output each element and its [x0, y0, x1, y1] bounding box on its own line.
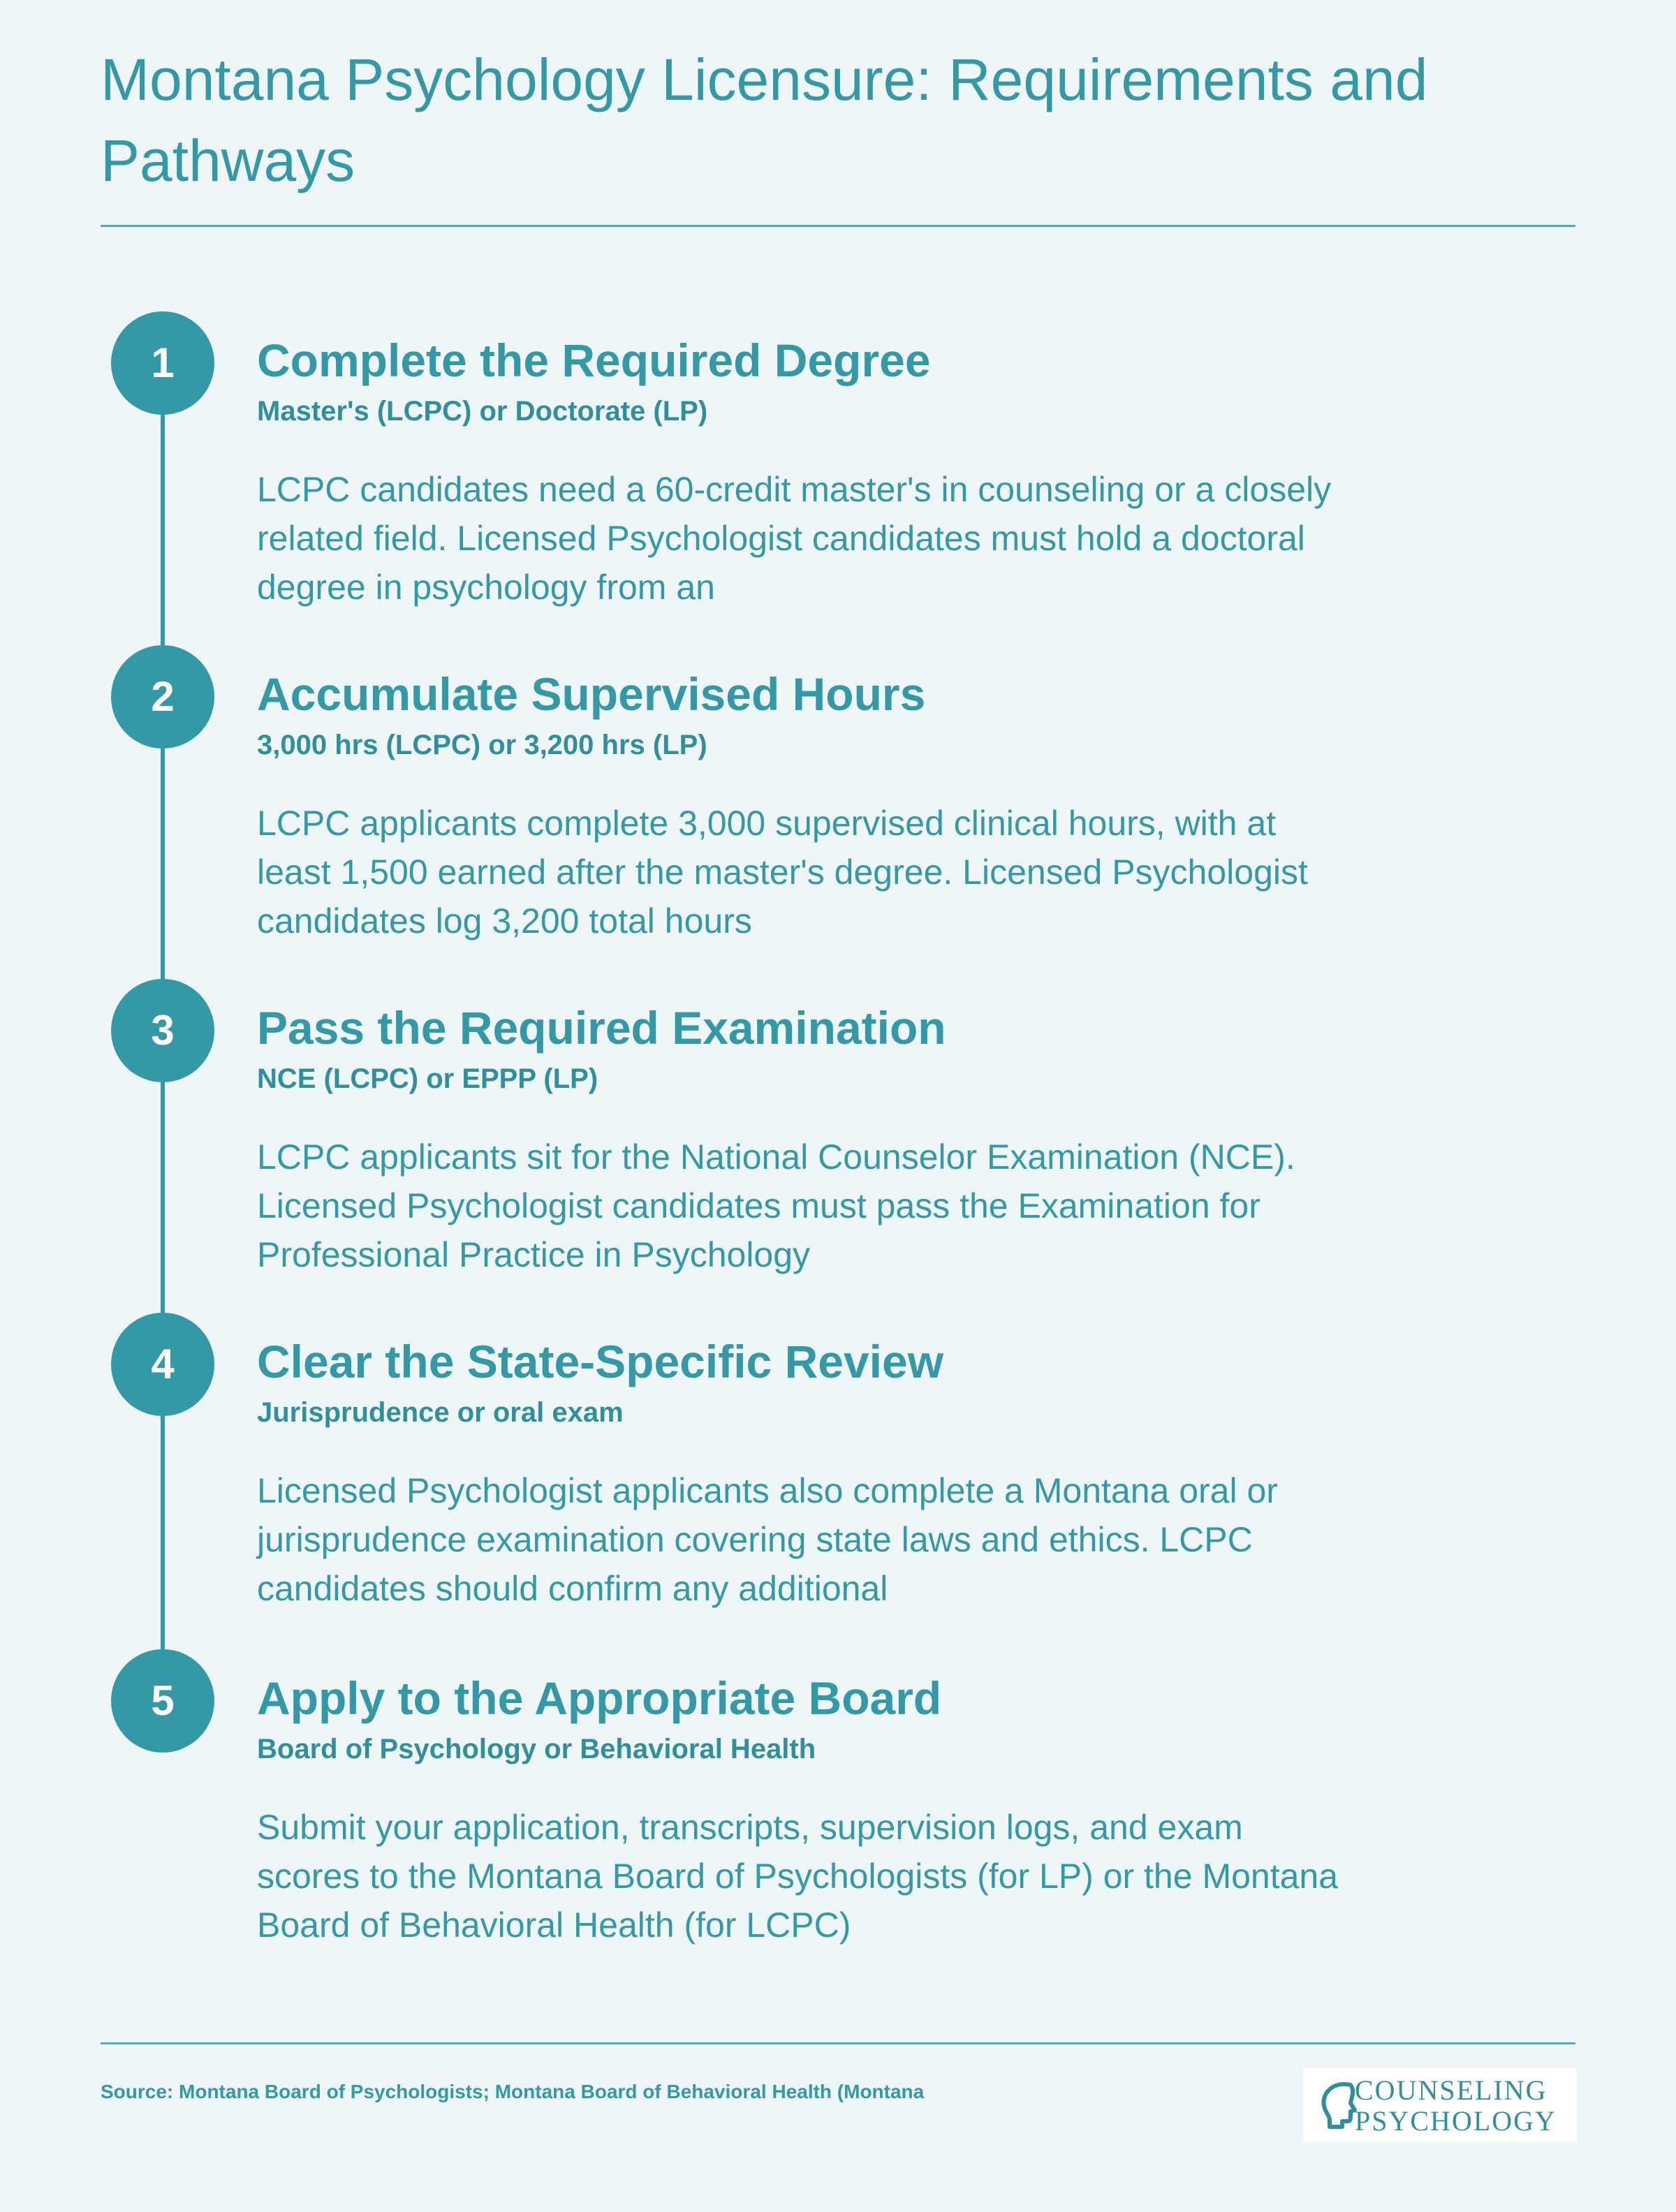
step-description: LCPC candidates need a 60-credit master's in counseling or a closely related field. Licensed Psychologist candidates must hold a doctoral degree in psychology from an: [257, 470, 1332, 607]
source-citation: Source: Montana Board of Psychologists; Montana Board of Behavioral Health (Montana: [101, 2081, 925, 2102]
step-number-badge: 1: [111, 311, 214, 415]
step-heading: Pass the Required Examination: [257, 1002, 946, 1054]
step-subheading: NCE (LCPC) or EPPP (LP): [257, 1063, 598, 1094]
page-title: Montana Psychology Licensure: Requirements and Pathways: [101, 47, 1428, 193]
step-description: Submit your application, transcripts, supervision logs, and exam scores to the Montana Board of Psychologists (for LP) or the Montana Board of Behavioral Health (for LCPC): [257, 1808, 1339, 1945]
step-description: LCPC applicants complete 3,000 supervised clinical hours, with at least 1,500 earned after the master's degree. Licensed Psychologist candidates log 3,200 total hours: [257, 804, 1308, 941]
step-heading: Accumulate Supervised Hours: [257, 668, 926, 720]
step-5: [0, 1649, 1676, 1945]
step-subheading: Board of Psychology or Behavioral Health: [257, 1734, 816, 1764]
step-heading: Complete the Required Degree: [257, 334, 931, 386]
step-1: [0, 311, 1676, 605]
footer-divider: [101, 2042, 1575, 2044]
step-4: [0, 1313, 1676, 1606]
step-number-badge: 3: [111, 979, 214, 1082]
step-description: LCPC applicants sit for the National Counselor Examination (NCE). Licensed Psychologist candidates must pass the Examination for Professional Practice in Psychology: [257, 1137, 1295, 1274]
step-heading: Clear the State-Specific Review: [257, 1336, 944, 1387]
step-subheading: 3,000 hrs (LCPC) or 3,200 hrs (LP): [257, 730, 707, 760]
header-divider: [101, 225, 1575, 227]
counseling-psychology-logo: [1303, 2068, 1577, 2142]
step-2: [0, 645, 1676, 941]
step-subheading: Jurisprudence or oral exam: [257, 1397, 624, 1428]
step-heading: Apply to the Appropriate Board: [257, 1672, 942, 1724]
logo-text-top: COUNSELING: [1355, 2074, 1548, 2106]
step-3: [0, 979, 1676, 1272]
step-description: Licensed Psychologist applicants also complete a Montana oral or jurisprudence examination covering state laws and ethics. LCPC candidates should confirm any additional: [257, 1471, 1278, 1608]
step-number-badge: 4: [111, 1313, 214, 1416]
logo-text-bottom: PSYCHOLOGY: [1355, 2105, 1557, 2137]
step-number-badge: 2: [111, 645, 214, 749]
step-subheading: Master's (LCPC) or Doctorate (LP): [257, 396, 708, 427]
step-number-badge: 5: [111, 1649, 214, 1753]
